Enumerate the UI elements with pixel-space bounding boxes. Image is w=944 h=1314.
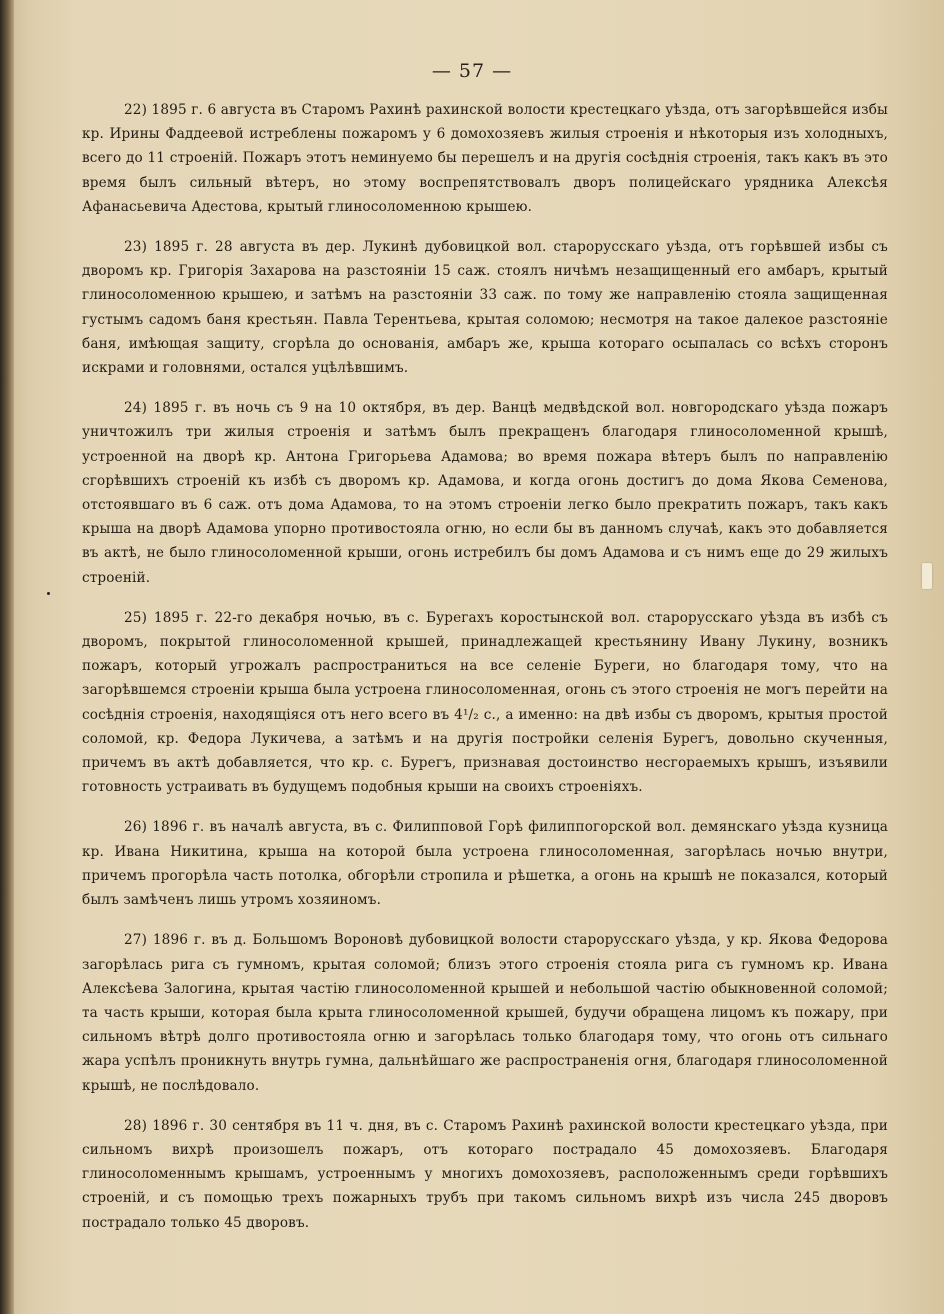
book-binding-edge — [0, 0, 14, 1314]
paragraph-28: 28) 1896 г. 30 сентября въ 11 ч. дня, въ с. Старомъ Рахинѣ рахинской волости крестецкаго уѣзда, при сильномъ вихрѣ произошелъ пожаръ, отъ котораго пострадало 45 домохозяевъ. Благодаря глиносоломеннымъ крышамъ, устроеннымъ у многихъ домохозяевъ, расположеннымъ среди горѣвшихъ строеній, и съ помощью трехъ пожарныхъ трубъ при такомъ сильномъ вихрѣ изъ числа 245 дворовъ пострадало только 45 дворовъ. — [82, 1117, 888, 1231]
ink-speck — [47, 592, 50, 595]
text-column — [82, 98, 888, 1251]
paragraph-24: 24) 1895 г. въ ночь съ 9 на 10 октября, въ дер. Ванцѣ медвѣдской вол. новгородскаго уѣзда пожаръ уничтожилъ три жилыя строенія и затѣмъ былъ прекращенъ благодаря глиносоломенной крышѣ, устроенной на дворѣ кр. Антона Григорьева Адамова; во время пожара вѣтеръ былъ по направленію сгорѣвшихъ строеній къ избѣ съ дворомъ кр. Адамова, и когда огонь достигъ до дома Якова Семенова, отстоявшаго въ 6 саж. отъ дома Адамова, то на этомъ строеніи легко было прекратить пожаръ, такъ какъ крыша на дворѣ Адамова упорно противостояла огню, но если бы въ данномъ случаѣ, какъ это добавляется въ актѣ, не было глиносоломенной крыши, огонь истребилъ бы домъ Адамова и съ нимъ еще до 29 жилыхъ строеній. — [82, 400, 888, 586]
paragraph-22: 22) 1895 г. 6 августа въ Старомъ Рахинѣ рахинской волости крестецкаго уѣзда, отъ загорѣвшейся избы кр. Ирины Фаддеевой истреблены пожаромъ у 6 домохозяевъ жилыя строенія и нѣкоторыя изъ холодныхъ, всего до 11 строеній. Пожаръ этотъ неминуемо бы перешелъ и на другія сосѣднія строенія, такъ какъ въ это время былъ сильный вѣтеръ, но этому воспрепятствовалъ дворъ полицейскаго урядника Алексѣя Афанасьевича Адестова, крытый глиносоломенною крышею. — [82, 102, 888, 215]
paragraph-23: 23) 1895 г. 28 августа въ дер. Лукинѣ дубовицкой вол. старорусскаго уѣзда, отъ горѣвшей избы съ дворомъ кр. Григорія Захарова на разстояніи 15 саж. стоялъ ничѣмъ незащищенный его амбаръ, крытый глиносоломенною крышею, и затѣмъ на разстояніи 33 саж. по тому же направленію стояла защищенная густымъ садомъ баня крестьян. Павла Терентьева, крытая соломою; несмотря на такое далекое разстояніе баня, имѣющая защиту, сгорѣла до основанія, амбаръ же, крыша котораго осыпалась со всѣхъ сторонъ искрами и головнями, остался уцѣлѣвшимъ. — [82, 239, 888, 377]
page-number: — 57 — — [431, 60, 513, 82]
paragraph-25: 25) 1895 г. 22-го декабря ночью, въ с. Бурегахъ коростынской вол. старорусскаго уѣзда въ избѣ съ дворомъ, покрытой глиносоломенной крышей, принадлежащей крестьянину Ивану Лукину, возникъ пожаръ, который угрожалъ распространиться на все селеніе Буреги, но благодаря тому, что на загорѣвшемся строеніи крыша была устроена глиносоломенная, огонь съ этого строенія не могъ перейти на сосѣднія строенія, находящіяся отъ него всего въ 4¹/₂ с., а именно: на двѣ избы съ дворомъ, крытыя простой соломой, кр. Федора Лукичева, а затѣмъ и на другія постройки селенія Бурегъ, довольно скученныя, причемъ въ актѣ добавляется, что кр. с. Бурегъ, признавая достоинство несгораемыхъ крышъ, изъявили готовность устраивать въ будущемъ подобныя крыши на своихъ строеніяхъ. — [82, 609, 888, 796]
page-edge-tab — [922, 563, 932, 589]
paragraph-26: 26) 1896 г. въ началѣ августа, въ с. Филипповой Горѣ филиппогорской вол. демянскаго уѣзда кузница кр. Ивана Никитина, крыша на которой была устроена глиносоломенная, загорѣлась ночью внутри, причемъ прогорѣла часть потолка, обгорѣли стропила и рѣшетка, а огонь на крышѣ не показался, который былъ замѣченъ лишь утромъ хозяиномъ. — [82, 819, 888, 909]
paragraph-27: 27) 1896 г. въ д. Большомъ Вороновѣ дубовицкой волости старорусскаго уѣзда, у кр. Якова Федорова загорѣлась рига съ гумномъ, крытая соломой; близъ этого строенія стояла рига съ гумномъ кр. Ивана Алексѣева Залогина, крытая частію глиносоломенной крышей и небольшой частію обыкновенной соломой; та часть крыши, которая была крыта глиносоломенной крышей, будучи обращена лицомъ къ пожару, при сильномъ вѣтрѣ долго противостояла огню и загорѣлась только благодаря тому, что огонь отъ сильнаго жара успѣлъ проникнуть внутрь гумна, дальнѣйшаго же распространенія огня, благодаря глиносоломенной крышѣ, не послѣдовало. — [82, 932, 888, 1094]
